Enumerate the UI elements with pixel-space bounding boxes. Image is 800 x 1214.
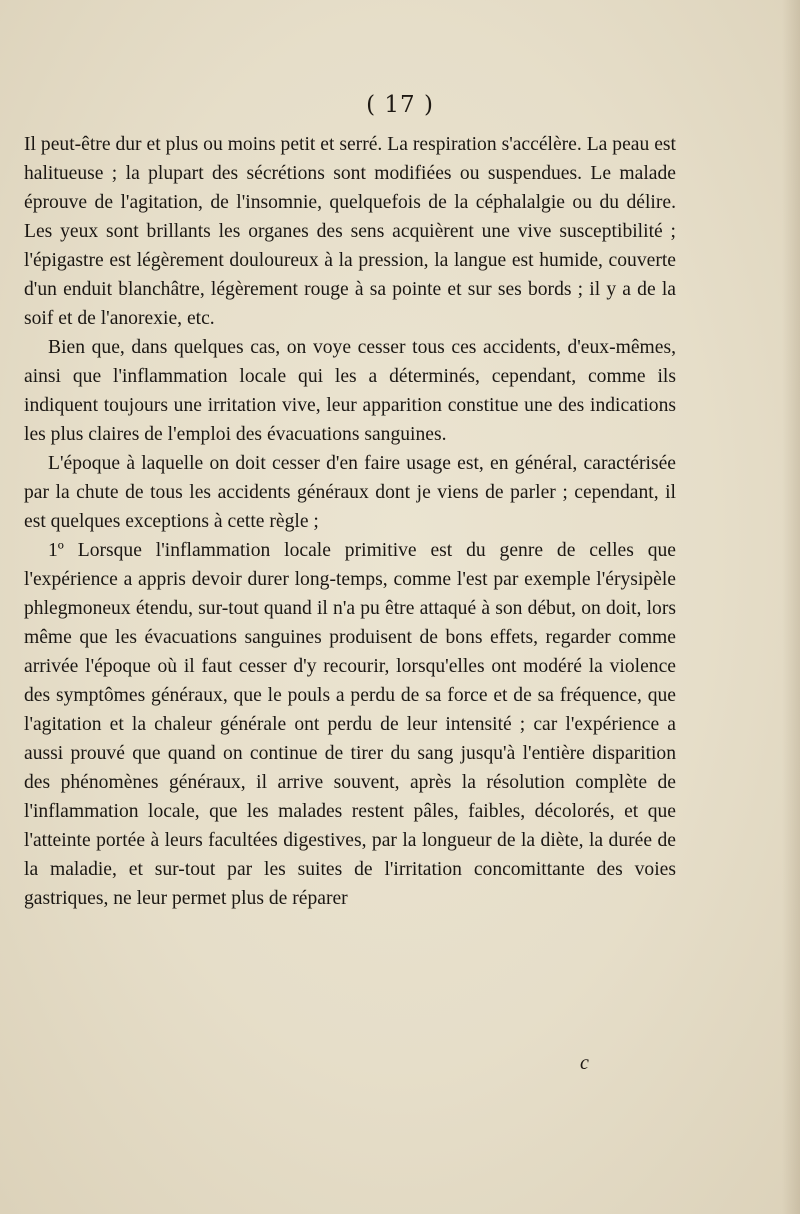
body-text bbox=[24, 130, 676, 913]
page-number: ( 17 ) bbox=[366, 92, 434, 118]
paragraph-1: Il peut-être dur et plus ou moins petit et serré. La respiration s'accélère. La peau est halitueuse ; la plupart des sécrétions sont modifiées ou suspendues. Le malade éprouve de l'agitation, de l'insomnie, quelquefois de la céphalalgie ou du délire. Les yeux sont brillants les organes des sens acquièrent une vive susceptibilité ; l'épigastre est légèrement douloureux à la pression, la langue est humide, couverte d'un enduit blanchâtre, légèrement rouge à sa pointe et sur ses bords ; il y a de la soif et de l'anorexie, etc. bbox=[24, 134, 676, 329]
page-edge-shadow bbox=[782, 0, 800, 1214]
paragraph-2: Bien que, dans quelques cas, on voye cesser tous ces accidents, d'eux-mêmes, ainsi que l'inflammation locale qui les a déterminés, cependant, comme ils indiquent toujours une irritation vive, leur apparition constitue une des indications les plus claires de l'emploi des évacuations sanguines. bbox=[24, 337, 676, 445]
paragraph-3: L'époque à laquelle on doit cesser d'en faire usage est, en général, caractérisée par la chute de tous les accidents généraux dont je viens de parler ; cependant, il est quelques exceptions à cette règle ; bbox=[24, 453, 676, 532]
signature-mark: c bbox=[580, 1052, 589, 1074]
paragraph-4: 1º Lorsque l'inflammation locale primitive est du genre de celles que l'expérience a appris devoir durer long-temps, comme l'est par exemple l'érysipèle phlegmoneux étendu, sur-tout quand il n'a pu être attaqué à son début, on doit, lors même que les évacuations sanguines produisent de bons effets, regarder comme arrivée l'époque où il faut cesser d'y recourir, lorsqu'elles ont modéré la violence des symptômes généraux, que le pouls a perdu de sa force et de sa fréquence, que l'agitation et la chaleur générale ont perdu de leur intensité ; car l'expérience a aussi prouvé que quand on continue de tirer du sang jusqu'à l'entière disparition des phénomènes généraux, il arrive souvent, après la résolution complète de l'inflammation locale, que les malades restent pâles, faibles, décolorés, et que l'atteinte portée à leurs facultées digestives, par la longueur de la diète, la durée de la maladie, et sur-tout par les suites de l'irritation concomittante des voies gastriques, ne leur permet plus de réparer bbox=[24, 540, 676, 909]
